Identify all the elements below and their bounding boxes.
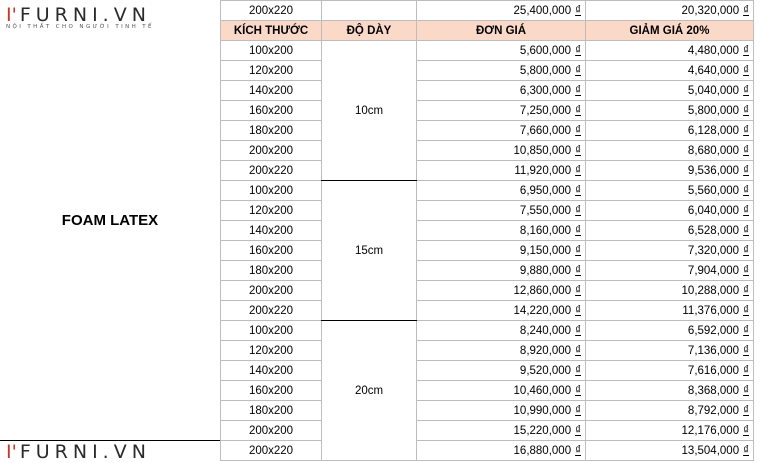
discount-cell-value: 5,040,000 xyxy=(687,84,740,97)
discount-cell xyxy=(586,201,754,221)
discount-cell xyxy=(586,221,754,241)
price-cell xyxy=(417,101,586,121)
price-cell xyxy=(417,221,586,241)
table-header-row xyxy=(221,21,754,41)
price-cell-value: 8,920,000 xyxy=(519,344,572,357)
product-column xyxy=(0,0,221,463)
price-cell xyxy=(417,321,586,341)
table-row xyxy=(221,41,754,61)
currency-symbol: ₫ xyxy=(575,64,581,77)
discount-cell-value: 5,800,000 xyxy=(687,104,740,117)
size-cell xyxy=(221,161,322,181)
size-cell xyxy=(221,441,322,461)
price-cell-value: 9,520,000 xyxy=(519,364,572,377)
size-cell-value: 200x220 xyxy=(248,304,294,317)
size-cell xyxy=(221,301,322,321)
header-thickness: ĐỘ DÀY xyxy=(322,21,417,41)
price-cell xyxy=(417,381,586,401)
table-row xyxy=(221,241,754,261)
price-cell xyxy=(417,1,586,21)
currency-symbol: ₫ xyxy=(743,284,749,297)
discount-cell xyxy=(586,361,754,381)
price-cell xyxy=(417,61,586,81)
header-discount: GIẢM GIÁ 20% xyxy=(586,21,754,41)
size-cell xyxy=(221,201,322,221)
price-cell-value: 11,920,000 xyxy=(514,164,572,177)
discount-cell-value: 12,176,000 xyxy=(681,424,740,437)
price-cell xyxy=(417,261,586,281)
discount-cell xyxy=(586,181,754,201)
discount-cell xyxy=(586,141,754,161)
size-cell xyxy=(221,221,322,241)
table-row xyxy=(221,421,754,441)
price-cell-value: 5,800,000 xyxy=(519,64,572,77)
size-cell-value: 120x200 xyxy=(248,344,294,357)
size-cell xyxy=(221,41,322,61)
currency-symbol: ₫ xyxy=(743,324,749,337)
discount-cell xyxy=(586,121,754,141)
price-cell xyxy=(417,361,586,381)
price-cell xyxy=(417,401,586,421)
currency-symbol: ₫ xyxy=(575,364,581,377)
currency-symbol: ₫ xyxy=(575,384,581,397)
size-cell-value: 200x200 xyxy=(248,144,294,157)
currency-symbol: ₫ xyxy=(575,104,581,117)
size-cell-value: 200x220 xyxy=(248,164,294,177)
discount-cell xyxy=(586,61,754,81)
price-cell xyxy=(417,181,586,201)
size-cell-value: 120x200 xyxy=(248,64,294,77)
table-row xyxy=(221,81,754,101)
thickness-cell xyxy=(322,1,417,21)
currency-symbol: ₫ xyxy=(575,204,581,217)
currency-symbol: ₫ xyxy=(575,224,581,237)
price-cell-value: 25,400,000 xyxy=(513,4,572,17)
size-cell-value: 160x200 xyxy=(248,384,294,397)
size-cell-value: 160x200 xyxy=(248,104,294,117)
discount-cell-value: 7,320,000 xyxy=(687,244,740,257)
currency-symbol: ₫ xyxy=(743,344,749,357)
discount-cell xyxy=(586,281,754,301)
price-cell-value: 6,300,000 xyxy=(519,84,572,97)
size-cell-value: 120x200 xyxy=(248,204,294,217)
price-cell xyxy=(417,81,586,101)
currency-symbol: ₫ xyxy=(743,164,749,177)
size-cell-value: 140x200 xyxy=(248,84,294,97)
size-cell xyxy=(221,281,322,301)
price-cell xyxy=(417,421,586,441)
price-cell-value: 8,160,000 xyxy=(519,224,572,237)
discount-cell xyxy=(586,41,754,61)
size-cell xyxy=(221,1,322,21)
header-price: ĐƠN GIÁ xyxy=(417,21,586,41)
discount-cell xyxy=(586,401,754,421)
table-row xyxy=(221,261,754,281)
table-row xyxy=(221,361,754,381)
currency-symbol: ₫ xyxy=(743,124,749,137)
discount-cell xyxy=(586,1,754,21)
currency-symbol: ₫ xyxy=(575,344,581,357)
table-row xyxy=(221,61,754,81)
currency-symbol: ₫ xyxy=(743,404,749,417)
size-cell xyxy=(221,121,322,141)
table-row xyxy=(221,441,754,461)
size-cell xyxy=(221,361,322,381)
thickness-cell: 10cm xyxy=(322,41,417,181)
size-cell xyxy=(221,241,322,261)
price-cell-value: 7,550,000 xyxy=(519,204,572,217)
price-cell xyxy=(417,161,586,181)
currency-symbol: ₫ xyxy=(575,4,581,17)
price-cell xyxy=(417,241,586,261)
size-cell xyxy=(221,381,322,401)
thickness-cell: 20cm xyxy=(322,321,417,461)
size-cell-value: 200x200 xyxy=(248,424,294,437)
currency-symbol: ₫ xyxy=(575,404,581,417)
size-cell-value: 160x200 xyxy=(248,244,294,257)
price-cell-value: 12,860,000 xyxy=(513,284,572,297)
currency-symbol: ₫ xyxy=(743,204,749,217)
discount-cell xyxy=(586,441,754,461)
discount-cell-value: 8,680,000 xyxy=(687,144,740,157)
currency-symbol: ₫ xyxy=(575,424,581,437)
size-cell-value: 140x200 xyxy=(248,224,294,237)
currency-symbol: ₫ xyxy=(575,284,581,297)
discount-cell-value: 5,560,000 xyxy=(687,184,740,197)
currency-symbol: ₫ xyxy=(743,364,749,377)
price-cell-value: 8,240,000 xyxy=(519,324,572,337)
size-cell-value: 140x200 xyxy=(248,364,294,377)
currency-symbol: ₫ xyxy=(743,264,749,277)
thickness-cell: 15cm xyxy=(322,181,417,321)
currency-symbol: ₫ xyxy=(575,184,581,197)
logo-wordmark: I' FURNI.VN xyxy=(6,4,151,26)
size-cell-value: 100x200 xyxy=(248,324,294,337)
price-cell xyxy=(417,141,586,161)
size-cell xyxy=(221,401,322,421)
currency-symbol: ₫ xyxy=(575,44,581,57)
size-cell-value: 200x220 xyxy=(248,444,294,457)
price-cell-value: 5,600,000 xyxy=(519,44,572,57)
price-cell-value: 7,660,000 xyxy=(519,124,572,137)
size-cell-value: 100x200 xyxy=(248,184,294,197)
currency-symbol: ₫ xyxy=(575,264,581,277)
price-cell-value: 10,850,000 xyxy=(513,144,572,157)
discount-cell-value: 8,792,000 xyxy=(687,404,740,417)
table-row xyxy=(221,221,754,241)
size-cell-value: 100x200 xyxy=(248,44,294,57)
price-table xyxy=(220,0,754,461)
discount-cell-value: 13,504,000 xyxy=(681,444,740,457)
size-cell-value: 200x220 xyxy=(248,4,294,17)
table-row xyxy=(221,121,754,141)
price-cell xyxy=(417,121,586,141)
size-cell-value: 180x200 xyxy=(248,404,294,417)
currency-symbol: ₫ xyxy=(575,84,581,97)
table-row xyxy=(221,301,754,321)
size-cell xyxy=(221,421,322,441)
table-row xyxy=(221,101,754,121)
price-cell-value: 6,950,000 xyxy=(519,184,572,197)
currency-symbol: ₫ xyxy=(743,244,749,257)
discount-cell-value: 20,320,000 xyxy=(681,4,740,17)
discount-cell-value: 11,376,000 xyxy=(682,304,740,317)
discount-cell-value: 7,904,000 xyxy=(687,264,740,277)
discount-cell-value: 10,288,000 xyxy=(681,284,740,297)
size-cell xyxy=(221,101,322,121)
discount-cell xyxy=(586,321,754,341)
currency-symbol: ₫ xyxy=(743,444,749,457)
currency-symbol: ₫ xyxy=(575,164,581,177)
logo-wordmark: I' FURNI.VN xyxy=(6,441,151,463)
table-row xyxy=(221,201,754,221)
currency-symbol: ₫ xyxy=(575,244,581,257)
discount-cell-value: 6,528,000 xyxy=(687,224,740,237)
currency-symbol: ₫ xyxy=(743,4,749,17)
logo-tagline: NỘI THẤT CHO NGƯỜI TINH TẾ xyxy=(6,24,154,30)
discount-cell xyxy=(586,241,754,261)
currency-symbol: ₫ xyxy=(575,144,581,157)
price-cell xyxy=(417,41,586,61)
size-cell xyxy=(221,81,322,101)
table-row xyxy=(221,381,754,401)
table-row xyxy=(221,341,754,361)
product-name: FOAM LATEX xyxy=(61,212,159,229)
currency-symbol: ₫ xyxy=(575,304,581,317)
currency-symbol: ₫ xyxy=(743,424,749,437)
currency-symbol: ₫ xyxy=(743,304,749,317)
discount-cell xyxy=(586,301,754,321)
table-row xyxy=(221,1,754,21)
currency-symbol: ₫ xyxy=(743,104,749,117)
currency-symbol: ₫ xyxy=(743,84,749,97)
price-cell-value: 15,220,000 xyxy=(513,424,572,437)
currency-symbol: ₫ xyxy=(743,64,749,77)
discount-cell-value: 4,640,000 xyxy=(687,64,740,77)
discount-cell-value: 9,536,000 xyxy=(687,164,740,177)
price-cell-value: 10,460,000 xyxy=(513,384,572,397)
price-cell xyxy=(417,281,586,301)
discount-cell-value: 6,128,000 xyxy=(687,124,740,137)
currency-symbol: ₫ xyxy=(575,324,581,337)
size-cell xyxy=(221,181,322,201)
price-cell-value: 9,150,000 xyxy=(519,244,572,257)
table-row xyxy=(221,401,754,421)
price-cell-value: 9,880,000 xyxy=(519,264,572,277)
currency-symbol: ₫ xyxy=(743,184,749,197)
size-cell xyxy=(221,321,322,341)
size-cell-value: 180x200 xyxy=(248,264,294,277)
discount-cell-value: 6,592,000 xyxy=(687,324,740,337)
table-row xyxy=(221,161,754,181)
size-cell xyxy=(221,341,322,361)
discount-cell xyxy=(586,261,754,281)
currency-symbol: ₫ xyxy=(575,444,581,457)
discount-cell xyxy=(586,381,754,401)
size-cell-value: 180x200 xyxy=(248,124,294,137)
size-cell xyxy=(221,61,322,81)
currency-symbol: ₫ xyxy=(575,124,581,137)
price-cell xyxy=(417,341,586,361)
size-cell xyxy=(221,261,322,281)
price-cell xyxy=(417,201,586,221)
discount-cell-value: 7,136,000 xyxy=(687,344,740,357)
price-cell-value: 7,250,000 xyxy=(519,104,572,117)
table-row xyxy=(221,281,754,301)
discount-cell xyxy=(586,81,754,101)
table-row xyxy=(221,141,754,161)
size-cell xyxy=(221,141,322,161)
currency-symbol: ₫ xyxy=(743,44,749,57)
price-cell-value: 14,220,000 xyxy=(513,304,572,317)
discount-cell xyxy=(586,161,754,181)
currency-symbol: ₫ xyxy=(743,224,749,237)
price-cell-value: 10,990,000 xyxy=(513,404,572,417)
table-row xyxy=(221,181,754,201)
table-row xyxy=(221,321,754,341)
price-cell xyxy=(417,301,586,321)
brand-logo xyxy=(6,4,196,30)
discount-cell-value: 8,368,000 xyxy=(687,384,740,397)
discount-cell xyxy=(586,421,754,441)
size-cell-value: 200x200 xyxy=(248,284,294,297)
header-size: KÍCH THƯỚC xyxy=(221,21,322,41)
price-cell xyxy=(417,441,586,461)
discount-cell xyxy=(586,341,754,361)
discount-cell xyxy=(586,101,754,121)
discount-cell-value: 6,040,000 xyxy=(687,204,740,217)
currency-symbol: ₫ xyxy=(743,384,749,397)
price-cell-value: 16,880,000 xyxy=(513,444,572,457)
discount-cell-value: 4,480,000 xyxy=(687,44,740,57)
currency-symbol: ₫ xyxy=(743,144,749,157)
discount-cell-value: 7,616,000 xyxy=(687,364,740,377)
